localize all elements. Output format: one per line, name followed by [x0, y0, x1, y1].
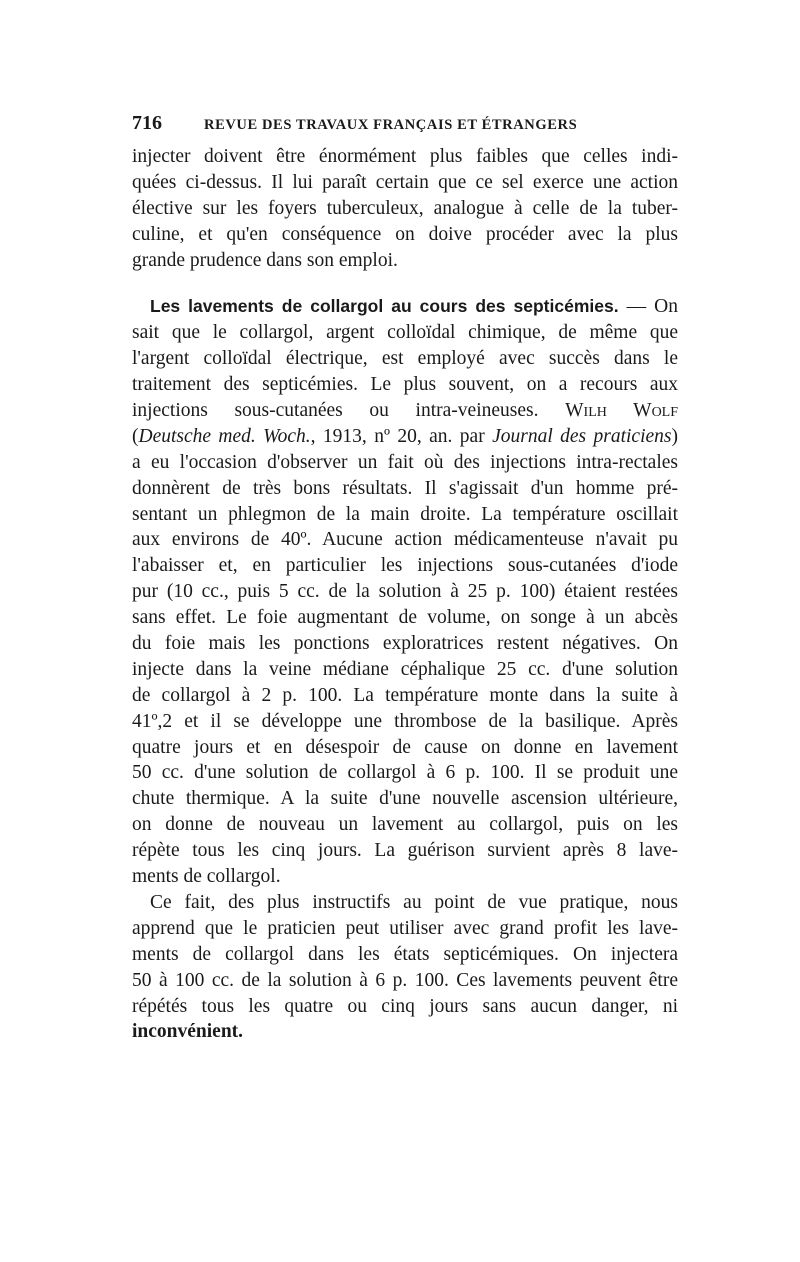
paragraph-conclusion: [132, 890, 678, 1045]
text-line: quatre jours et en désespoir de cause on donne en lavement: [132, 736, 678, 758]
text-line: ments de collargol.: [132, 866, 281, 888]
text-line: traitement des septicémies. Le plus souvent, on a recours aux: [132, 374, 678, 396]
text-line: Ce fait, des plus instructifs au point de vue pratique, nous: [150, 891, 678, 913]
text-line: inconvénient.: [132, 1021, 244, 1043]
running-head: [132, 112, 678, 144]
text-line: donnèrent de très bons résultats. Il s'agissait d'un homme pré-: [132, 477, 678, 499]
text-line: injecter doivent être énormément plus faibles que celles indi-: [132, 146, 678, 167]
text-line: grande prudence dans son emploi.: [132, 249, 398, 271]
text-line: aux environs de 40º. Aucune action médicamenteuse n'avait pu: [132, 529, 678, 551]
text-line: du foie mais les ponctions exploratrices restent négatives. On: [132, 633, 678, 655]
text-line: sait que le collargol, argent colloïdal chimique, de même que: [132, 322, 678, 344]
author-name: Wilh Wolf: [565, 400, 679, 422]
text-line: on donne de nouveau un lavement au collargol, puis on les: [132, 814, 678, 836]
text-line: chute thermique. A la suite d'une nouvelle ascension ultérieure,: [132, 788, 678, 810]
text-line: sentant un phlegmon de la main droite. La température oscillait: [132, 503, 678, 525]
text-line: 50 cc. d'une solution de collargol à 6 p. 100. Il se produit une: [132, 762, 678, 784]
text-line: 50 à 100 cc. de la solution à 6 p. 100. Ces lavements peuvent être: [132, 969, 678, 991]
page: [132, 112, 678, 1045]
text-line: l'abaisser et, en particulier les injections sous-cutanées d'iode: [132, 555, 678, 577]
section-heading: Les lavements de collargol au cours des septicémies.: [150, 296, 619, 317]
text-line: sans effet. Le foie augmentant de volume, on songe à un abcès: [132, 607, 678, 629]
journal-reference: Deutsche med. Woch.: [138, 425, 311, 447]
text-line: culine, et qu'en conséquence on doive procéder avec la plus: [132, 223, 678, 245]
text-line: injecte dans la veine médiane céphalique 25 cc. d'une solution: [132, 658, 678, 680]
text-line: répétés tous les quatre ou cinq jours sans aucun danger, ni: [132, 995, 678, 1017]
text-line: de collargol à 2 p. 100. La température monte dans la suite à: [132, 684, 678, 706]
reference-details: , 1913, nº 20, an. par: [310, 425, 493, 447]
text-line: apprend que le praticien peut utiliser avec grand profit les lave-: [132, 917, 678, 939]
text-line: ments de collargol dans les états septicémiques. On injectera: [132, 943, 678, 965]
text-line: pur (10 cc., puis 5 cc. de la solution à 25 p. 100) étaient restées: [132, 581, 678, 603]
running-title: REVUE DES TRAVAUX FRANÇAIS ET ÉTRANGERS: [204, 117, 578, 133]
article-section: [132, 294, 678, 889]
text-line: l'argent colloïdal électrique, est employé avec succès dans le: [132, 348, 678, 370]
text-line: [132, 398, 678, 424]
text-line: répète tous les cinq jours. La guérison survient après 8 lave-: [132, 840, 678, 862]
reference-close: ): [671, 425, 678, 447]
text-segment: injections sous-cutanées ou intra-veineuses.: [132, 400, 539, 422]
text-line: [132, 294, 678, 320]
page-number: 716: [132, 112, 162, 134]
text-line: (Deutsche med. Woch., 1913, nº 20, an. par Journal des praticiens): [132, 425, 678, 447]
text-line: quées ci-dessus. Il lui paraît certain que ce sel exerce une action: [132, 171, 678, 193]
text-line: élective sur les foyers tuberculeux, analogue à celle de la tuber-: [132, 197, 678, 219]
heading-dash: — On: [618, 296, 678, 318]
source-reference: Journal des praticiens: [492, 425, 672, 447]
paragraph-continuation: [132, 144, 678, 273]
text-line: 41º,2 et il se développe une thrombose de la basilique. Après: [132, 710, 678, 732]
text-line: a eu l'occasion d'observer un fait où des injections intra-rectales: [132, 451, 678, 473]
